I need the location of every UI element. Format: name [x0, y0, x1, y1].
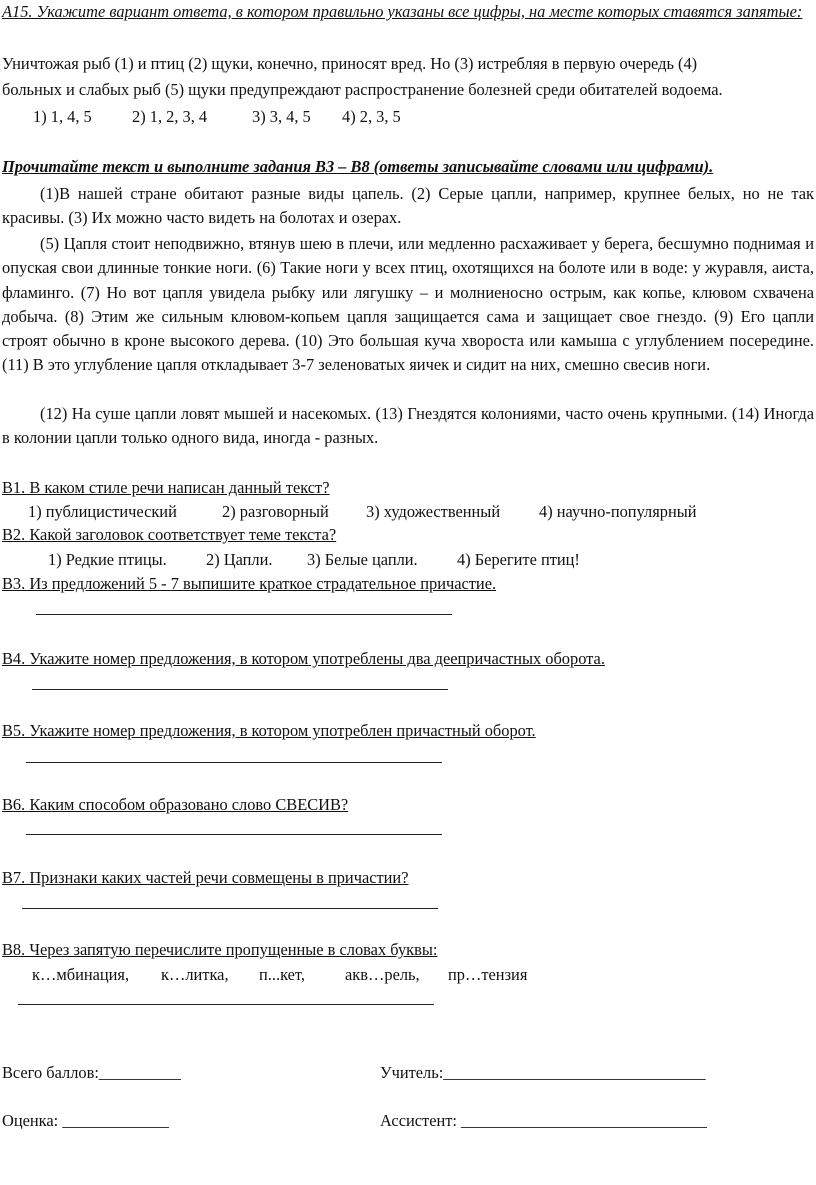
b2-option-3: 3) Белые цапли.	[307, 550, 418, 569]
b3-question: В3. Из предложений 5 - 7 выпишите краткое страдательное причастие.	[2, 574, 497, 593]
b2-option-2: 2) Цапли.	[206, 550, 273, 569]
b1-question: В1. В каком стиле речи написан данный текст?	[2, 478, 330, 497]
reading-paragraph-2: (5) Цапля стоит неподвижно, втянув шею в плечи, или медленно расхаживает у берега, бесшумно поднимая и опуская свои длинные тонкие ноги. (6) Такие ноги у всех птиц, охотящихся на болоте или в воде: у журавля, аиста, фламинго. (7) Но вот цапля увидела рыбку или лягушку – и молниеносно острым, как копье, клювом схвачена добыча. (8) Этим же сильным клювом-копьем цапля защищается сама и защищает свое гнездо. (9) Его цапли строят обычно в кроне высокого дерева. (10) Это большая куча хвороста или камыша с углублением посередине. (11) В это углубление цапля откладывает 3-7 зеленоватых яичек и сидит на них, смешно свесив ноги.	[2, 234, 814, 375]
b5-question: В5. Укажите номер предложения, в котором употреблен причастный оборот.	[2, 721, 536, 740]
reading-paragraph-3: (12) На суше цапли ловят мышей и насекомых. (13) Гнездятся колониями, часто очень крупными. (14) Иногда в колонии цапли только одного вида, иногда - разных.	[2, 404, 814, 447]
b8-word-2: к…литка,	[161, 965, 229, 984]
b7-question: В7. Признаки каких частей речи совмещены в причастии?	[2, 868, 409, 887]
a15-sentence-line2: больных и слабых рыб (5) щуки предупреждают распространение болезней среди обитателей водоема.	[2, 80, 723, 99]
b1-option-1: 1) публицистический	[28, 502, 177, 521]
a15-option-2: 2) 1, 2, 3, 4	[132, 107, 208, 126]
b1-option-4: 4) научно-популярный	[539, 502, 697, 521]
b8-answer-line[interactable]	[18, 1004, 434, 1005]
b1-option-3: 3) художественный	[366, 502, 501, 521]
teacher-field[interactable]: Учитель:________________________________	[380, 1063, 706, 1082]
reading-paragraph-1: (1)В нашей стране обитают разные виды цапель. (2) Серые цапли, например, крупнее белых, но не так красивы. (3) Их можно часто видеть на болотах и озерах.	[2, 184, 814, 227]
a15-title	[2, 0, 814, 24]
b8-word-5: пр…тензия	[448, 965, 528, 984]
a15-option-4: 4) 2, 3, 5	[342, 107, 401, 126]
b2-option-4: 4) Берегите птиц!	[457, 550, 580, 569]
grade-field[interactable]: Оценка: _____________	[2, 1111, 169, 1130]
b8-question: В8. Через запятую перечислите пропущенные в словах буквы:	[2, 940, 438, 959]
a15-option-1: 1) 1, 4, 5	[33, 107, 92, 126]
b8-word-4: акв…рель,	[345, 965, 420, 984]
b8-word-3: п...кет,	[259, 965, 305, 984]
b4-answer-line[interactable]	[32, 689, 448, 690]
b2-question: В2. Какой заголовок соответствует теме текста?	[2, 525, 337, 544]
reading-instruction	[2, 155, 713, 179]
b7-answer-line[interactable]	[22, 908, 438, 909]
b5-answer-line[interactable]	[26, 762, 442, 763]
b6-answer-line[interactable]	[26, 834, 442, 835]
b3-answer-line[interactable]	[36, 614, 452, 615]
reading-instruction-text: Прочитайте текст и выполните задания В3 – В8 (ответы записывайте словами или цифрами).	[2, 157, 714, 176]
a15-sentence-line1: Уничтожая рыб (1) и птиц (2) щуки, конечно, приносят вред. Но (3) истребляя в первую очередь (4)	[2, 54, 698, 73]
total-score-field[interactable]: Всего баллов:__________	[2, 1063, 181, 1082]
b8-word-1: к…мбинация,	[32, 965, 130, 984]
b1-option-2: 2) разговорный	[222, 502, 329, 521]
a15-option-3: 3) 3, 4, 5	[252, 107, 311, 126]
a15-title-text: А15. Укажите вариант ответа, в котором правильно указаны все цифры, на месте которых ставятся запятые:	[2, 2, 803, 21]
b4-question: В4. Укажите номер предложения, в котором употреблены два деепричастных оборота.	[2, 649, 605, 668]
b2-option-1: 1) Редкие птицы.	[48, 550, 167, 569]
b6-question: В6. Каким способом образовано слово СВЕСИВ?	[2, 795, 349, 814]
assistant-field[interactable]: Ассистент: ______________________________	[380, 1111, 707, 1130]
